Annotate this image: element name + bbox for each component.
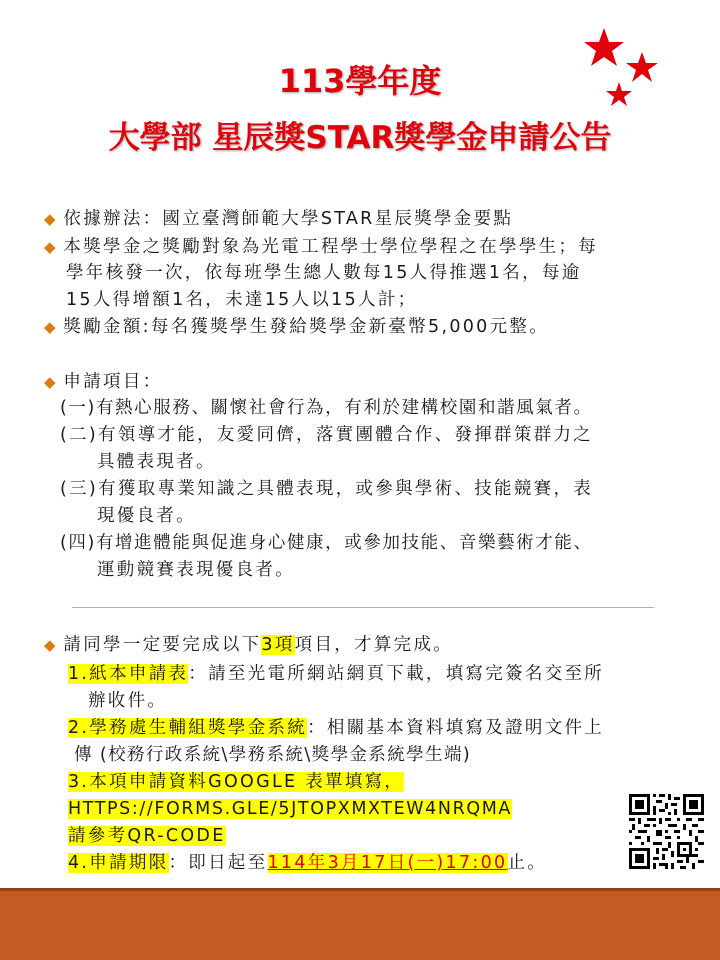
intro-item-regulation: ◆ 依據辦法：國立臺灣師範大學STAR星辰獎學金要點	[44, 209, 514, 229]
step-4: 4.申請期限：即日起至114年3月17日(一)17:00止。	[68, 853, 548, 873]
main-title: 大學部 星辰獎STAR獎學金申請公告	[108, 120, 612, 156]
qr-code-icon[interactable]	[629, 794, 704, 869]
intro-item-amount: ◆ 獎勵金額:每名獲獎學生發給獎學金新臺幣5,000元整。	[44, 317, 550, 337]
criterion-3: (三)有獲取專業知識之具體表現，或參與學術、技能競賽，表	[60, 479, 594, 499]
step-2-label: 2.學務處生輔組獎學金系統	[68, 718, 308, 738]
intro-item-eligibility-line3: 15人得增額1名，未達15人以15人計；	[66, 290, 418, 310]
step-1-label: 1.紙本申請表	[68, 664, 189, 684]
criterion-4-line2: 運動競賽表現優良者。	[97, 560, 295, 580]
section-divider	[72, 607, 654, 608]
step-3: 3.本項申請資料GOOGLE 表單填寫，	[68, 772, 405, 792]
diamond-icon: ◆	[44, 636, 56, 654]
year-title: 113學年度	[278, 62, 442, 100]
google-form-link[interactable]: HTTPS://FORMS.GLE/5JTOPXMXTEW4NRQMA	[68, 799, 512, 819]
deadline-date: 114年3月17日(一)17:00	[267, 853, 508, 873]
step-1-line2: 辦收件。	[88, 691, 168, 711]
step-4-label: 4.申請期限	[68, 853, 169, 873]
steps-intro: ◆ 請同學一定要完成以下3項項目，才算完成。	[44, 635, 454, 655]
steps-count: 3項	[261, 635, 295, 655]
diamond-icon: ◆	[44, 238, 56, 256]
step-2-line2: 傳 (校務行政系統\學務系統\獎學金系統學生端)	[74, 745, 472, 765]
criterion-4: (四)有增進體能與促進身心健康，或參加技能、音樂藝術才能、	[60, 533, 593, 553]
criterion-2: (二)有領導才能，友愛同儕，落實團體合作、發揮群策群力之	[60, 425, 594, 445]
criterion-2-line2: 具體表現者。	[97, 452, 216, 472]
footer-band	[0, 888, 720, 960]
diamond-icon: ◆	[44, 210, 56, 228]
intro-item-eligibility-line2: 學年核發一次，依每班學生總人數每15人得推選1名，每逾	[66, 263, 582, 283]
step-2: 2.學務處生輔組獎學金系統：相關基本資料填寫及證明文件上	[68, 718, 605, 738]
criterion-1: (一)有熱心服務、關懷社會行為，有利於建構校園和諧風氣者。	[60, 398, 593, 418]
diamond-icon: ◆	[44, 373, 56, 391]
intro-item-eligibility: ◆ 本獎學金之獎勵對象為光電工程學士學位學程之在學學生；每	[44, 237, 599, 257]
step-1: 1.紙本申請表：請至光電所網站網頁下載，填寫完簽名交至所	[68, 664, 605, 684]
diamond-icon: ◆	[44, 318, 56, 336]
criterion-3-line2: 現優良者。	[97, 506, 196, 526]
step-3-qr-note: 請參考QR-CODE	[68, 826, 226, 846]
items-heading: ◆ 申請項目：	[44, 372, 163, 392]
